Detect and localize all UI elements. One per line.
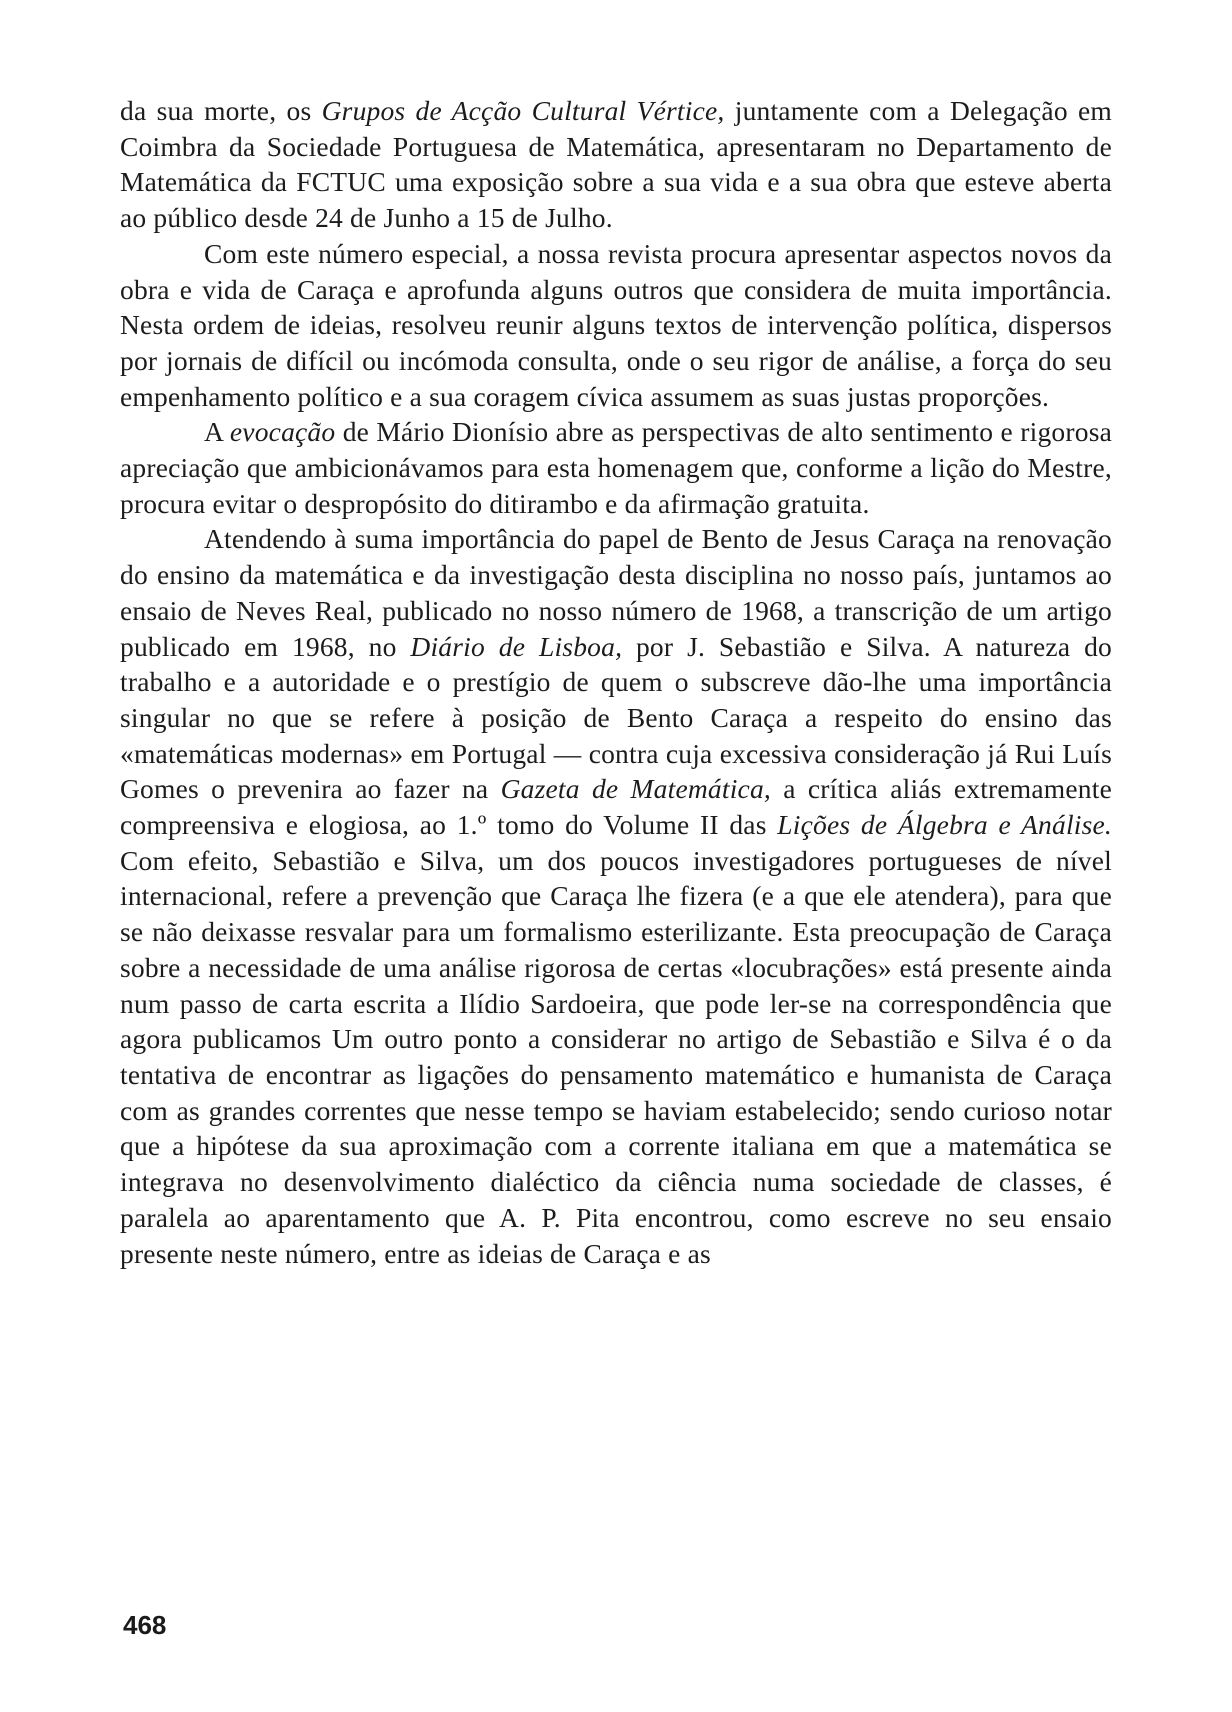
text-span: A	[204, 416, 230, 448]
paragraph	[120, 521, 1112, 1271]
text-span: juntamente com a Delegação em Coimbra da Sociedade Portuguesa de Matemática, apresentaram no Departamento de Matemática da FCTUC uma exposição sobre a sua vida e a sua obra que esteve aberta ao público desde 24 de Junho a 15 de Julho.	[120, 95, 1112, 234]
italic-text: Lições de Álgebra e Análise.	[777, 809, 1113, 841]
text-span: Com este número especial, a nossa revista procura apresentar aspectos novos da obra e vida de Caraça e aprofunda alguns outros que considera de muita importância. Nesta ordem de ideias, resolveu reunir alguns textos de intervenção política, dispersos por jornais de difícil ou incómoda consulta, onde o seu rigor de análise, a força do seu empenhamento político e a sua coragem cívica assumem as suas justas proporções.	[120, 237, 1112, 412]
text-span: da sua morte, os	[120, 95, 322, 126]
text-span: Com efeito, Sebastião e Silva, um dos poucos investigadores portugueses de nível internacional, refere a prevenção que Caraça lhe fizera (e a que ele atendera), para que se não deixasse resvalar para um formalismo esterilizante. Esta preocupação de Caraça sobre a necessidade de uma análise rigorosa de certas «locubrações» está presente ainda num passo de carta escrita a Ilídio Sardoeira, que pode ler-se na correspondência que agora publicamos Um outro ponto a considerar no artigo de Sebastião e Silva é o da tentativa de encontrar as ligações do pensamento matemático e humanista de Caraça com as grandes correntes que nesse tempo se haviam estabelecido; sendo curioso notar que a hipótese da sua aproximação com a corrente italiana em que a matemática se integrava no desenvolvimento dialéctico da ciência numa sociedade de classes, é paralela ao aparentamento que A. P. Pita encontrou, como escreve no seu ensaio presente neste número, entre as ideias de Caraça e as	[120, 844, 1112, 1269]
italic-text: Gazeta de Matemática,	[500, 773, 771, 805]
paragraph	[120, 236, 1112, 415]
italic-text: Diário de Lisboa,	[410, 630, 623, 662]
text-span: de Mário Dionísio abre as perspectivas de alto sentimento e rigorosa apreciação que ambicionávamos para esta homenagem que, conforme a lição do Mestre, procura evitar o despropósito do ditirambo e da afirmação gratuita.	[120, 416, 1112, 519]
italic-text: Grupos de Acção Cultural Vértice,	[321, 95, 725, 126]
paragraph	[120, 93, 1112, 236]
body-text	[120, 93, 1112, 1271]
paragraph	[120, 414, 1112, 521]
text-span: por J. Sebastião e Silva. A natureza do trabalho e a autoridade e o prestígio de quem o subscreve dão-lhe uma importância singular no que se refere à posição de Bento Caraça a respeito do ensino das «matemáticas modernas» em Portugal — contra cuja excessiva consideração já Rui Luís Gomes o prevenira ao fazer na	[120, 630, 1112, 805]
text-span: Atendendo à suma importância do papel de Bento de Jesus Caraça na renovação do ensino da matemática e da investigação desta disciplina no nosso país, juntamos ao ensaio de Neves Real, publicado no nosso número de 1968, a transcrição de um artigo publicado em 1968, no	[120, 523, 1112, 662]
page-number: 468	[123, 1610, 167, 1640]
text-span: a crítica aliás extremamente compreensiva e elogiosa, ao 1.º tomo do Volume II das	[120, 773, 1112, 841]
italic-text: evocação	[229, 416, 336, 448]
